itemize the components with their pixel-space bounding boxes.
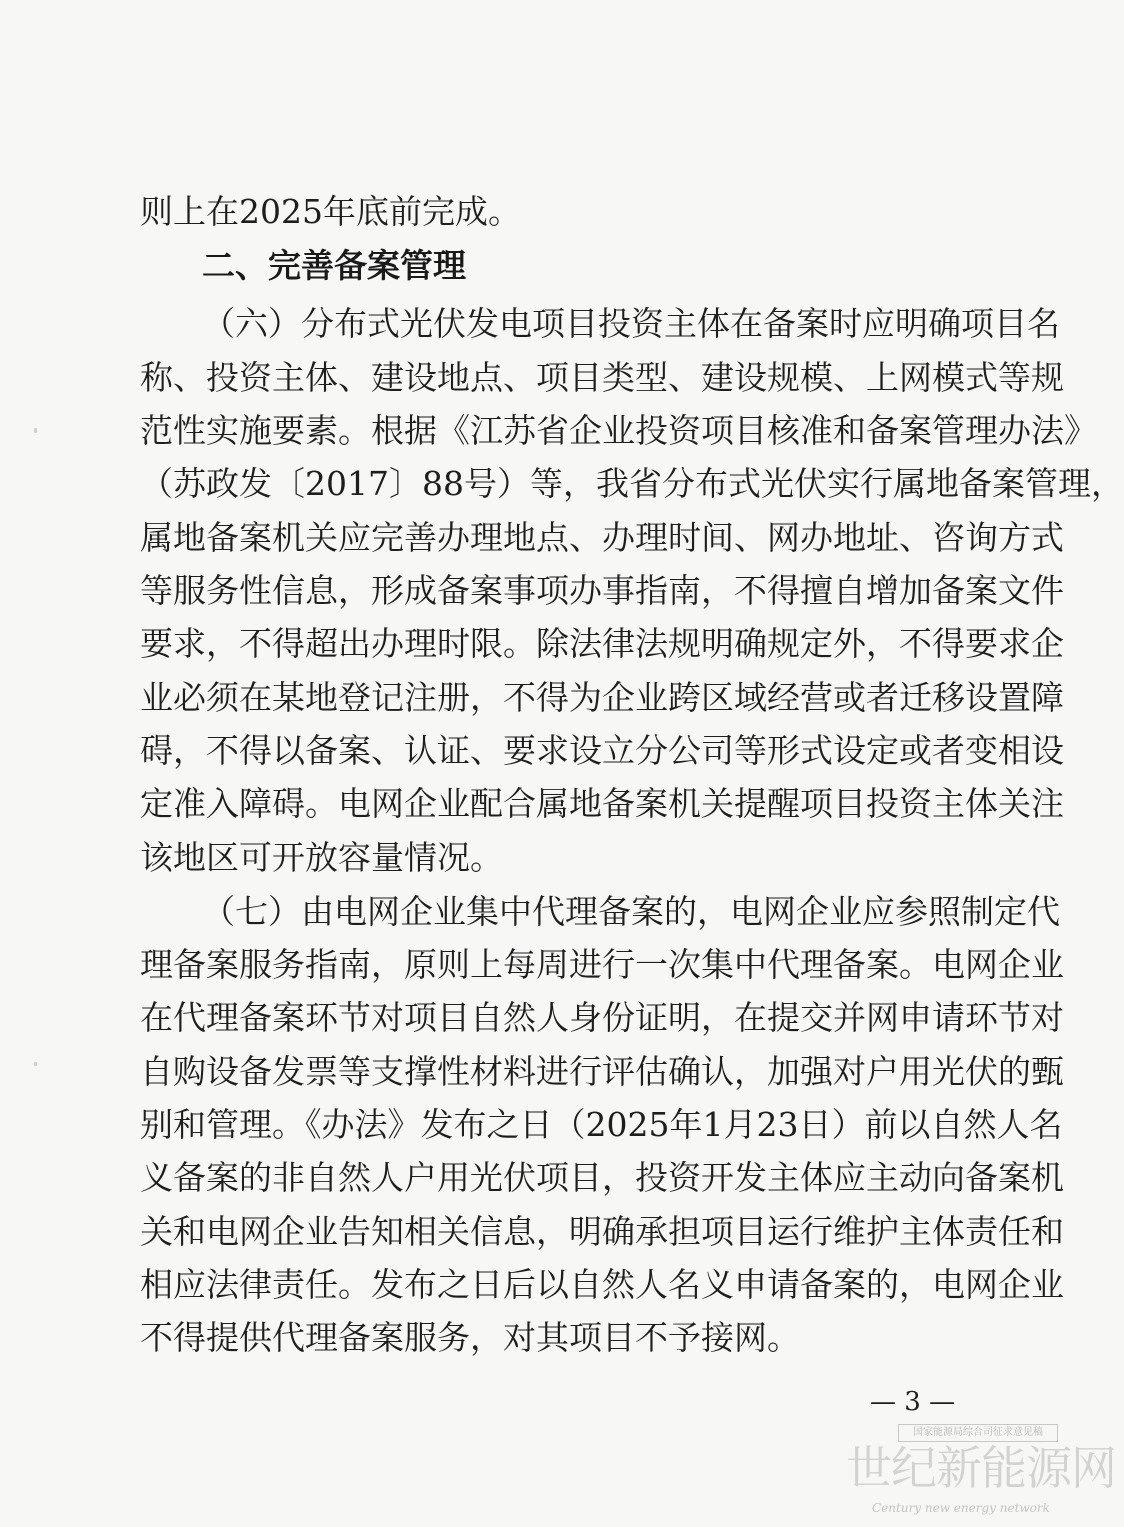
scan-speck (34, 428, 37, 433)
section-heading: 二、完善备案管理 (202, 246, 466, 285)
body-line: 义备案的非自然人户用光伏项目，投资开发主体应主动向备案机 (140, 1158, 1064, 1197)
watermark-stamp: 国家能源局综合司征求意见稿 (898, 1424, 1058, 1442)
body-line: 该地区可开放容量情况。 (140, 838, 503, 877)
body-line: 不得提供代理备案服务，对其项目不予接网。 (140, 1318, 800, 1357)
watermark-subtitle: Century new energy network (872, 1501, 1050, 1515)
body-line: 碍，不得以备案、认证、要求设立分公司等形式设定或者变相设 (140, 731, 1064, 770)
body-line: 关和电网企业告知相关信息，明确承担项目运行维护主体责任和 (140, 1212, 1064, 1251)
body-line: （七）由电网企业集中代理备案的，电网企业应参照制定代 (202, 892, 1060, 931)
body-line: 在代理备案环节对项目自然人身份证明，在提交并网申请环节对 (140, 998, 1064, 1037)
body-line: （六）分布式光伏发电项目投资主体在备案时应明确项目名 (202, 304, 1060, 343)
body-line: 属地备案机关应完善办理地点、办理时间、网办地址、咨询方式 (140, 518, 1064, 557)
body-line: 别和管理。《办法》发布之日（2025年1月23日）前以自然人名 (140, 1105, 1063, 1144)
body-line: 自购设备发票等支撑性材料进行评估确认，加强对户用光伏的甄 (140, 1052, 1064, 1091)
watermark-logo: 世纪新能源网 (846, 1441, 1116, 1495)
body-line: 理备案服务指南，原则上每周进行一次集中代理备案。电网企业 (140, 945, 1064, 984)
page-number: — 3 — (870, 1387, 956, 1417)
body-line: 定准入障碍。电网企业配合属地备案机关提醒项目投资主体关注 (140, 784, 1064, 823)
body-line: （苏政发〔2017〕88号）等，我省分布式光伏实行属地备案管理， (140, 464, 1124, 503)
scan-speck (34, 1062, 37, 1066)
body-line: 则上在2025年底前完成。 (140, 192, 521, 231)
body-line: 称、投资主体、建设地点、项目类型、建设规模、上网模式等规 (140, 358, 1064, 397)
body-line: 业必须在某地登记注册，不得为企业跨区域经营或者迁移设置障 (140, 678, 1064, 717)
body-line: 相应法律责任。发布之日后以自然人名义申请备案的，电网企业 (140, 1265, 1064, 1304)
body-line: 等服务性信息，形成备案事项办事指南，不得擅自增加备案文件 (140, 571, 1064, 610)
body-line: 要求，不得超出办理时限。除法律法规明确规定外，不得要求企 (140, 624, 1064, 663)
body-line: 范性实施要素。根据《江苏省企业投资项目核准和备案管理办法》 (140, 411, 1097, 450)
